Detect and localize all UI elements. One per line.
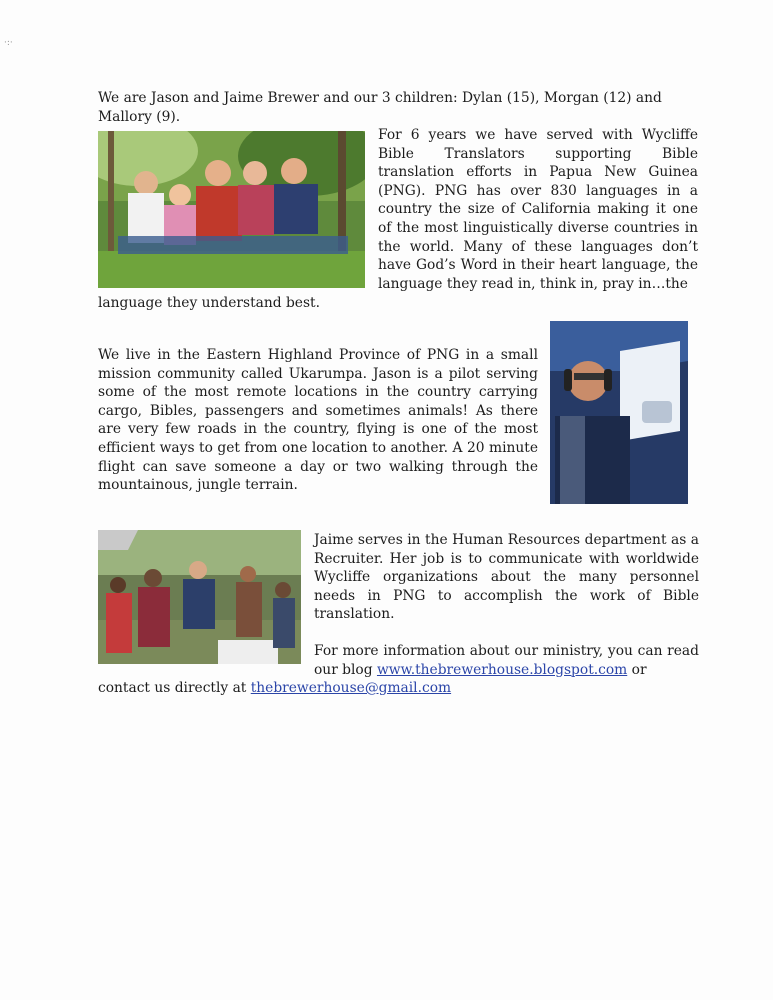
contact-line bbox=[98, 679, 598, 698]
blog-link[interactable]: www.thebrewerhouse.blogspot.com bbox=[376, 661, 628, 678]
contact-paragraph bbox=[314, 642, 699, 679]
recruiter-paragraph: Jaime serves in the Human Resources department as a Recruiter. Her job is to communicate with worldwide Wycliffe organizations about the many personnel needs in PNG to accomplish the work of Bible translation. bbox=[314, 532, 699, 623]
pilot-photo bbox=[550, 321, 688, 504]
ministry-paragraph-end: language they understand best. bbox=[98, 295, 320, 311]
contact-text: For more information about our ministry, you can read our blog bbox=[314, 643, 699, 678]
scan-speck: ·:· bbox=[4, 38, 13, 48]
ministry-paragraph: For 6 years we have served with Wycliffe Bible Translators supporting Bible translation efforts in Papua New Guinea (PNG). PNG has over 830 languages in a country the size of California making it one of the most linguistically diverse countries in the world. Many of these languages don’t have God’s Word in their heart language, the language they read in, think in, pray in…the bbox=[378, 127, 698, 292]
group-photo bbox=[98, 530, 301, 664]
email-link[interactable]: thebrewerhouse@gmail.com bbox=[250, 680, 452, 696]
contact-text-or: or bbox=[627, 661, 647, 678]
contact-directly-text: contact us directly at bbox=[98, 680, 251, 696]
intro-paragraph: We are Jason and Jaime Brewer and our 3 children: Dylan (15), Morgan (12) and Mallory (9). bbox=[98, 90, 662, 125]
location-paragraph: We live in the Eastern Highland Province of PNG in a small mission community called Ukarumpa. Jason is a pilot serving some of the most remote locations in the country carrying cargo, Bibles, passengers and sometimes animals! As there are very few roads in the country, flying is one of the most efficient ways to get from one location to another. A 20 minute flight can save someone a day or two walking through the mountainous, jungle terrain. bbox=[98, 347, 538, 494]
family-photo bbox=[98, 131, 365, 288]
